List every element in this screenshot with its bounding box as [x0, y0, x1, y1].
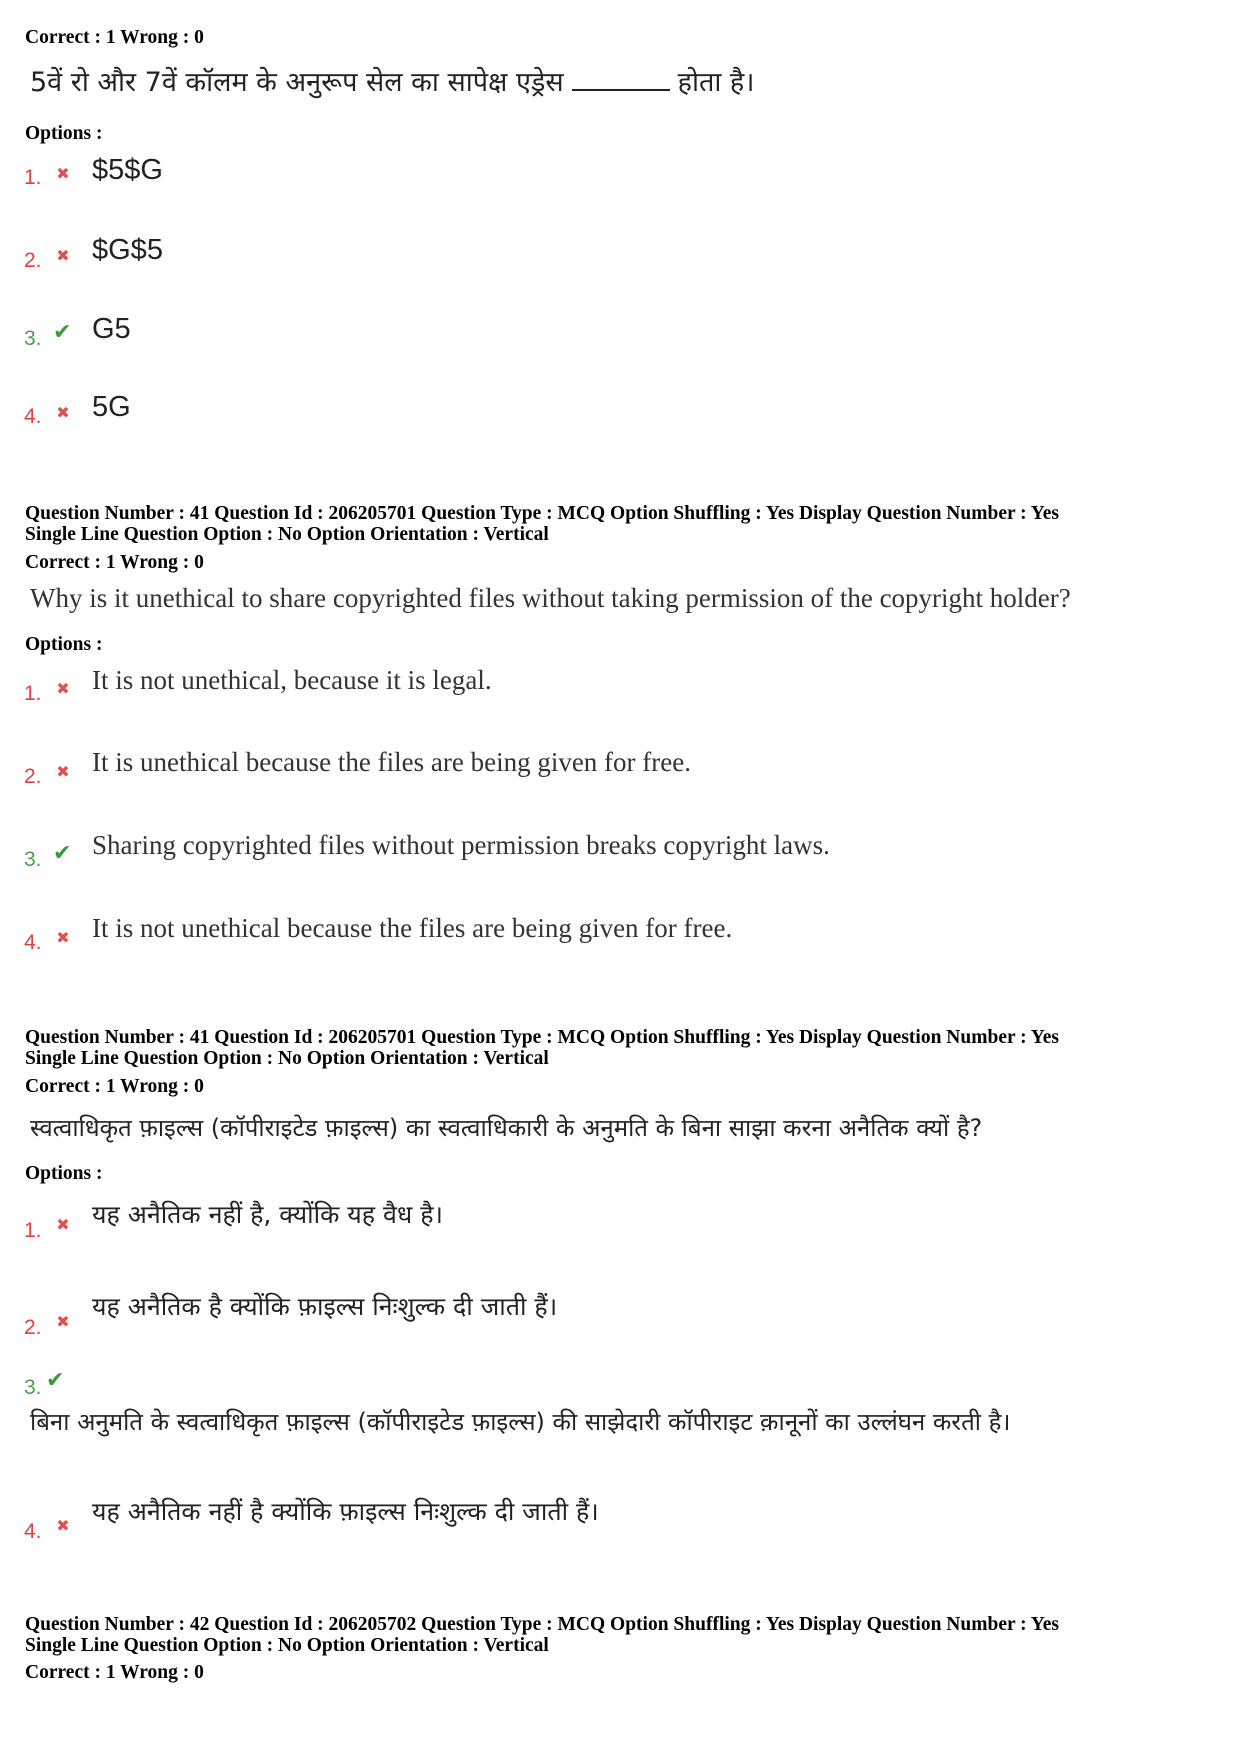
options-label: Options : [25, 1163, 103, 1184]
option-number: 1. [24, 166, 42, 189]
question-text: स्वत्वाधिकृत फ़ाइल्स (कॉपीराइटेड फ़ाइल्स) का स्वत्वाधिकारी के अनुमति के बिना साझा करना अनैतिक क्यों है? [30, 1114, 983, 1142]
option-text: बिना अनुमति के स्वत्वाधिकृत फ़ाइल्स (कॉपीराइटेड फ़ाइल्स) की साझेदारी कॉपीराइट क़ानूनों का उल्लंघन करती है। [30, 1408, 1011, 1436]
question-meta-line: Question Number : 41 Question Id : 206205701 Question Type : MCQ Option Shuffling : Yes Display Question Number : Yes [25, 503, 1059, 524]
cross-icon: ✖ [56, 679, 70, 698]
score-line: Correct : 1 Wrong : 0 [25, 1662, 204, 1683]
cross-icon: ✖ [56, 246, 70, 265]
check-icon: ✔ [53, 841, 72, 866]
option-number: 1. [24, 682, 42, 705]
option-text: $G$5 [92, 234, 163, 266]
check-icon: ✔ [46, 1368, 65, 1393]
option-text: It is not unethical because the files are being given for free. [92, 913, 733, 943]
option-text: $5$G [92, 154, 163, 186]
option-text: Sharing copyrighted files without permission breaks copyright laws. [92, 830, 830, 860]
option-text: It is unethical because the files are being given for free. [92, 747, 691, 777]
question-meta-line: Single Line Question Option : No Option Orientation : Vertical [25, 524, 549, 545]
option-number: 2. [24, 1316, 42, 1339]
options-label: Options : [25, 634, 103, 655]
option-number: 2. [24, 249, 42, 272]
question-text-before-blank: 5वें रो और 7वें कॉलम के अनुरूप सेल का सापेक्ष एड्रेस [30, 67, 564, 98]
option-number: 4. [24, 405, 42, 428]
score-line: Correct : 1 Wrong : 0 [25, 552, 204, 573]
cross-icon: ✖ [56, 1312, 70, 1331]
option-text: G5 [92, 313, 131, 345]
option-number: 4. [24, 1520, 42, 1543]
option-number: 4. [24, 931, 42, 954]
option-text: It is not unethical, because it is legal. [92, 665, 492, 695]
option-number: 3. [24, 1376, 42, 1399]
answer-blank [572, 63, 670, 91]
question-meta-line: Single Line Question Option : No Option Orientation : Vertical [25, 1635, 549, 1656]
option-number: 1. [24, 1219, 42, 1242]
cross-icon: ✖ [56, 928, 70, 947]
cross-icon: ✖ [56, 1516, 70, 1535]
cross-icon: ✖ [56, 1215, 70, 1234]
option-number: 2. [24, 765, 42, 788]
question-meta-line: Question Number : 41 Question Id : 206205701 Question Type : MCQ Option Shuffling : Yes Display Question Number : Yes [25, 1027, 1059, 1048]
option-number: 3. [24, 848, 42, 871]
question-meta-line: Question Number : 42 Question Id : 206205702 Question Type : MCQ Option Shuffling : Yes Display Question Number : Yes [25, 1614, 1059, 1635]
option-text: यह अनैतिक नहीं है क्योंकि फ़ाइल्स निःशुल्क दी जाती हैं। [92, 1497, 599, 1526]
question-meta-line: Single Line Question Option : No Option Orientation : Vertical [25, 1048, 549, 1069]
option-text: यह अनैतिक नहीं है, क्योंकि यह वैध है। [92, 1200, 443, 1229]
option-number: 3. [24, 327, 42, 350]
option-text: यह अनैतिक है क्योंकि फ़ाइल्स निःशुल्क दी जाती हैं। [92, 1292, 558, 1321]
score-line: Correct : 1 Wrong : 0 [25, 27, 204, 48]
cross-icon: ✖ [56, 164, 70, 183]
question-text-after-blank: होता है। [677, 67, 755, 98]
score-line: Correct : 1 Wrong : 0 [25, 1076, 204, 1097]
option-text: 5G [92, 391, 131, 423]
cross-icon: ✖ [56, 762, 70, 781]
check-icon: ✔ [53, 320, 72, 345]
cross-icon: ✖ [56, 403, 70, 422]
question-text [30, 63, 754, 101]
options-label: Options : [25, 123, 103, 144]
question-text: Why is it unethical to share copyrighted files without taking permission of the copyright holder? [30, 583, 1071, 613]
